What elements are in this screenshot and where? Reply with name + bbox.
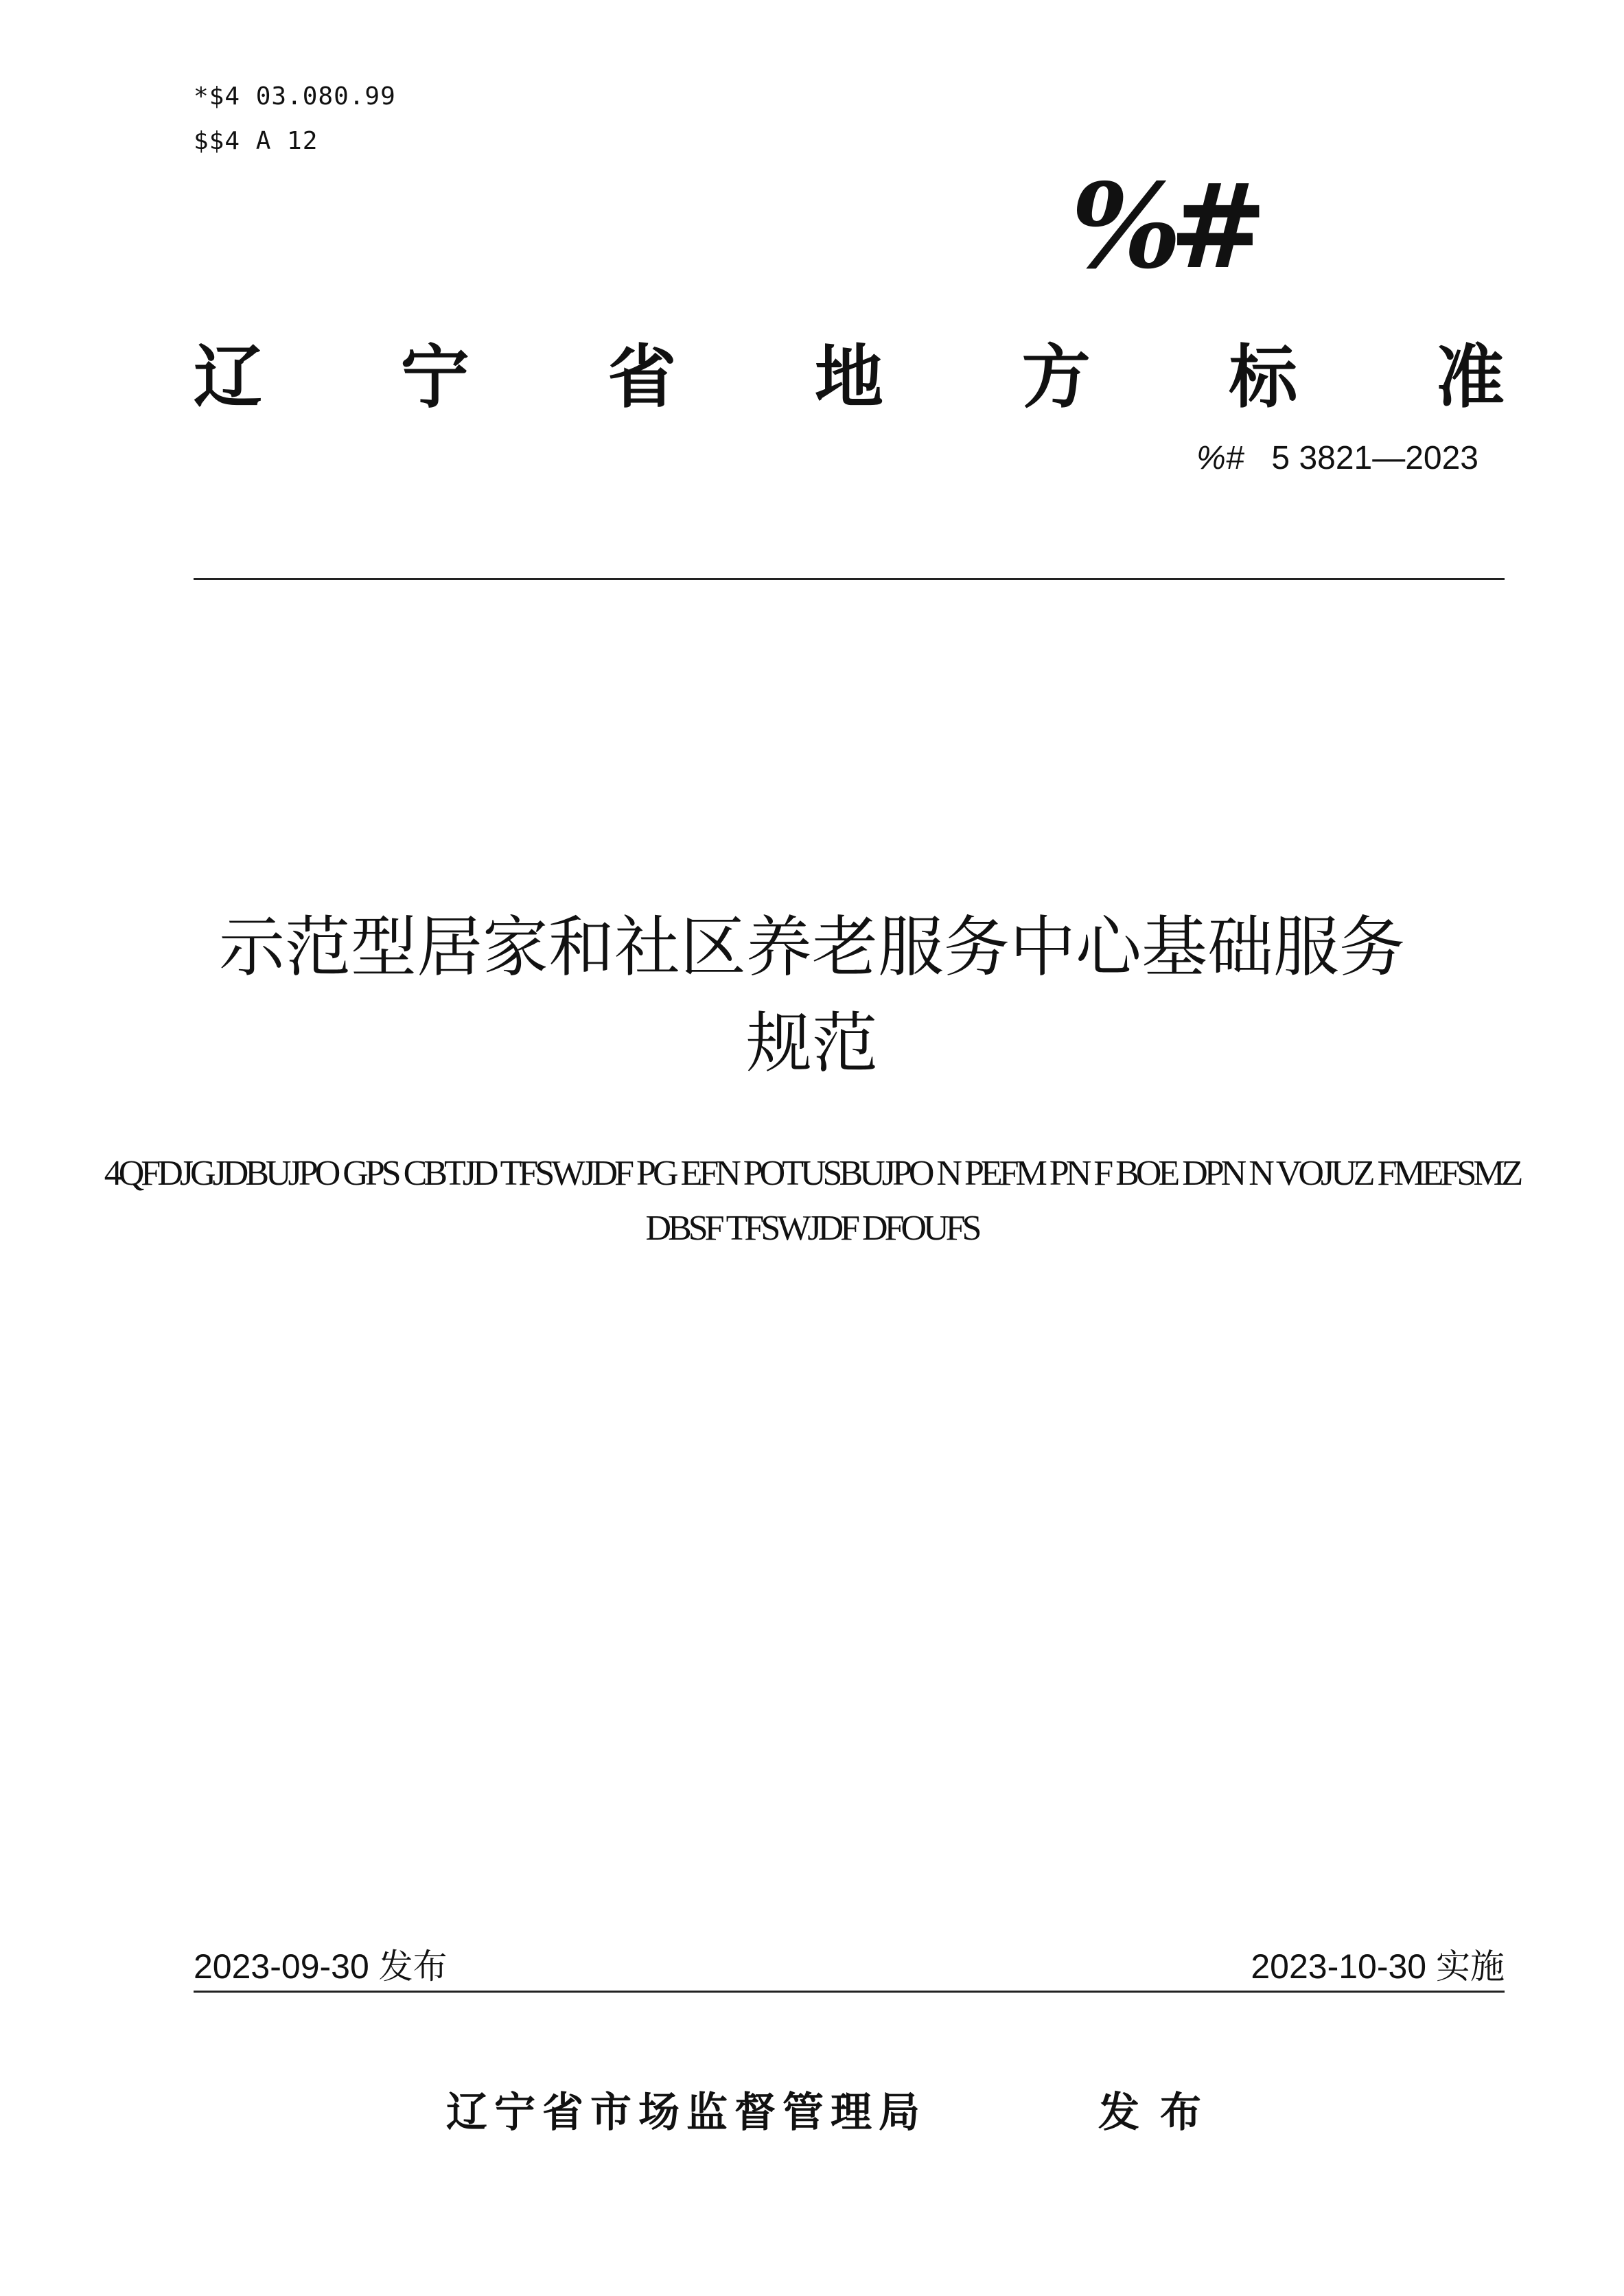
standard-type-char: 省 bbox=[607, 337, 677, 417]
publish-label: 发布 bbox=[1098, 2089, 1222, 2137]
standard-type-char: 宁 bbox=[400, 337, 469, 417]
english-title-line-2: DBSF TFSWJDF DFOUFS bbox=[645, 1209, 979, 1248]
bottom-divider bbox=[194, 1991, 1505, 1993]
standard-type-char: 准 bbox=[1435, 337, 1505, 417]
standard-type-char: 地 bbox=[814, 337, 883, 417]
standard-number bbox=[1196, 439, 1478, 477]
db-logo: %# bbox=[1071, 158, 1255, 295]
english-title bbox=[0, 1146, 1624, 1256]
chinese-title bbox=[0, 899, 1624, 1091]
ccs-code: $$4 A 12 bbox=[194, 127, 318, 155]
standard-type-heading bbox=[194, 336, 1505, 419]
standard-type-char: 方 bbox=[1021, 337, 1091, 417]
implement-date: 2023-10-30 实施 bbox=[1251, 1947, 1505, 1986]
english-title-line-1: 4QFDJGJDBUJPO GPS CBTJD TFSWJDF PG EFN POTUSBUJPO N PEFM PN F BOE DPN N VOJUZ FMEFSMZ bbox=[104, 1154, 1520, 1193]
top-divider bbox=[194, 578, 1505, 580]
chinese-title-line-1: 示范型居家和社区养老服务中心基础服务 bbox=[219, 909, 1405, 986]
ics-code: *$4 03.080.99 bbox=[194, 82, 396, 111]
publish-date: 2023-09-30 发布 bbox=[194, 1947, 448, 1986]
standard-type-char: 标 bbox=[1229, 337, 1298, 417]
chinese-title-line-2: 规范 bbox=[746, 1005, 878, 1082]
standard-type-char: 辽 bbox=[194, 337, 262, 417]
standard-number-prefix: %# bbox=[1196, 440, 1244, 476]
publisher-name: 辽宁省市场监督管理局 bbox=[446, 2089, 927, 2137]
standard-number-value: 5 3821—2023 bbox=[1271, 440, 1478, 476]
